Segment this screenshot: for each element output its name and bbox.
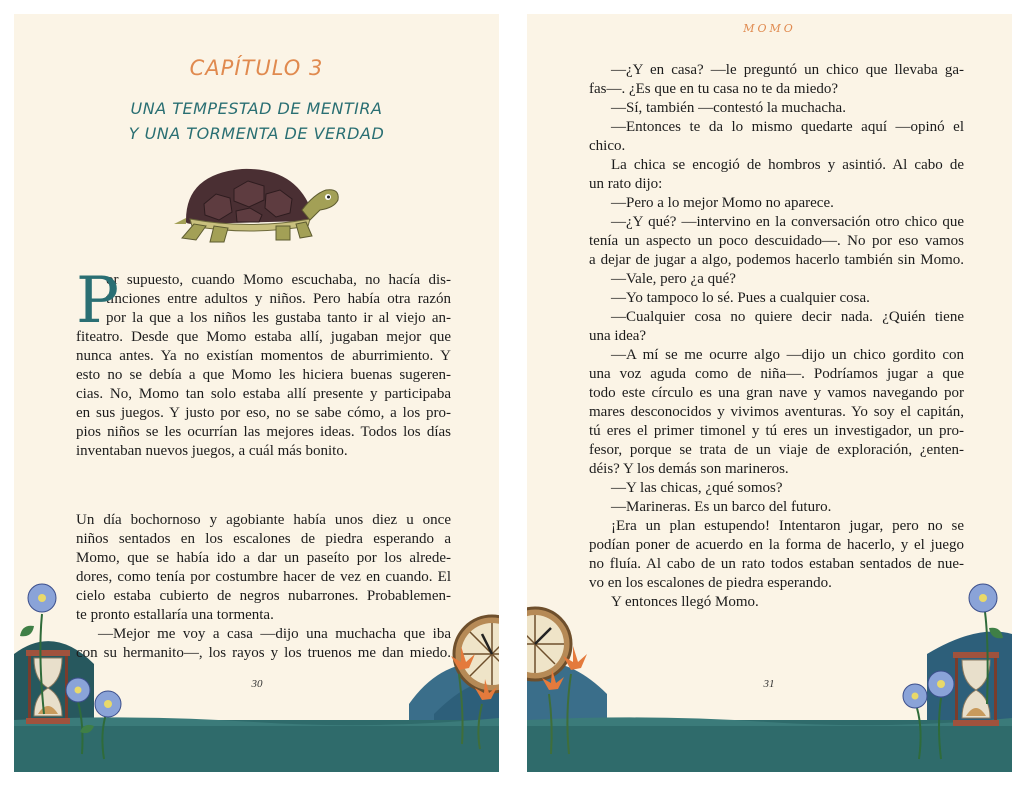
drop-cap: P — [76, 264, 120, 338]
text-line: tinciones entre adultos y niños. Pero había otra razón — [106, 291, 451, 307]
text-line: cias. No, Momo tan solo estaba allí presente y participaba — [76, 386, 451, 402]
text-line: —Yo tampoco lo sé. Pues a cualquier cosa. — [611, 290, 870, 306]
text-line: déis? Y los demás son marineros. — [589, 461, 789, 477]
text-line: fesor, porque se trata de un viaje de exploración, ¿enten- — [589, 442, 964, 458]
text-line: con su hermanito—, los rayos y los truenos me dan miedo. — [76, 645, 451, 661]
chapter-title — [14, 96, 499, 146]
second-paragraph — [76, 511, 451, 663]
text-line: inventaban nuevos juegos, a cuál más bonito. — [76, 443, 348, 459]
text-line: niños sentados en los escalones de piedra esperando a — [76, 531, 451, 547]
chapter-number: CAPÍTULO 3 — [189, 56, 324, 80]
text-line: fiteatro. Desde que Momo estaba allí, jugaban mejor que — [76, 329, 451, 345]
text-line: cielo estaba cubierto de negros nubarrones. Probablemen- — [76, 588, 451, 604]
text-line: vo en los escalones de piedra esperando. — [589, 575, 832, 591]
text-line: una idea? — [589, 328, 647, 344]
text-line: Y entonces llegó Momo. — [611, 594, 759, 610]
opening-paragraph — [76, 264, 451, 461]
text-line: or supuesto, cuando Momo escuchaba, no hacía dis- — [106, 272, 451, 288]
text-line: —Entonces te da lo mismo quedarte aquí —opinó el — [611, 119, 964, 135]
text-line: a dejar de jugar a algo, podemos hacerlo también sin Momo. — [589, 252, 964, 268]
text-line: —Cualquier cosa no quiere decir nada. ¿Quién tiene — [611, 309, 964, 325]
text-line: chico. — [589, 138, 626, 154]
text-line: tú eres el primer timonel y tú eres un investigador, un pro- — [589, 423, 964, 439]
text-line: tenía un aspecto un poco descuidado—. No por eso vamos — [589, 233, 964, 249]
text-line: un rato dijo: — [589, 176, 663, 192]
text-line: fas—. ¿Es que en tu casa no te da miedo? — [589, 81, 839, 97]
text-line: —Marineras. Es un barco del futuro. — [611, 499, 832, 515]
left-page — [14, 14, 499, 772]
page-number: 31 — [763, 678, 775, 690]
text-line: —Sí, también —contestó la muchacha. — [611, 100, 846, 116]
chapter-title-line: UNA TEMPESTAD DE MENTIRA — [130, 99, 383, 118]
text-line: La chica se encogió de hombros y asintió. Al cabo de — [611, 157, 964, 173]
text-line: una voz aguda como de niña—. Podríamos jugar a que — [589, 366, 964, 382]
text-line: todo este círculo es una gran nave y vamos navegando por — [589, 385, 964, 401]
tortoise-illustration — [174, 169, 338, 242]
text-line: en sus juegos. Y justo por eso, no se sabe cómo, a los pro- — [76, 405, 451, 421]
text-line: dores, como tenía por costumbre hacer de vez en cuando. El — [76, 569, 451, 585]
text-line: —¿Y qué? —intervino en la conversación otro chico que — [611, 214, 964, 230]
text-line: —A mí se me ocurre algo —dijo un chico gordito con — [611, 347, 964, 363]
text-line: ¡Era un plan estupendo! Intentaron jugar, pero no se — [611, 518, 964, 534]
text-line: mares desconocidos y vivimos aventuras. Yo soy el capitán, — [589, 404, 964, 420]
text-line: Momo, que se había ido a dar un paseíto por los alrede- — [76, 550, 451, 566]
chapter-title-line: Y UNA TORMENTA DE VERDAD — [128, 124, 385, 143]
page-number: 30 — [251, 678, 263, 690]
text-line: —Pero a lo mejor Momo no aparece. — [611, 195, 834, 211]
text-line: Un día bochornoso y agobiante había unos diez u once — [76, 512, 451, 528]
right-page — [527, 14, 1012, 772]
text-line: nunca antes. Ya no existían momentos de aburrimiento. Y — [76, 348, 451, 364]
text-line: —Mejor me voy a casa —dijo una muchacha que iba — [98, 626, 451, 642]
right-page-text — [589, 61, 964, 612]
text-line: esto no se debía a que Momo les hiciera buenas sugeren- — [76, 367, 451, 383]
text-line: no fluía. Al cabo de un rato todos estaban sentados de nue- — [589, 556, 964, 572]
text-line: pios niños se les ocurrían las mejores ideas. Todos los días — [76, 424, 451, 440]
text-line: —Y las chicas, ¿qué somos? — [611, 480, 783, 496]
text-line: —¿Y en casa? —le preguntó un chico que llevaba ga- — [611, 62, 964, 78]
text-line: podían poner de acuerdo en la forma de hacerlo, y el juego — [589, 537, 964, 553]
text-line: —Vale, pero ¿a qué? — [611, 271, 736, 287]
running-head: MOMO — [743, 22, 796, 35]
text-line: te pronto estallaría una tormenta. — [76, 607, 274, 623]
text-line: por la que a los niños les gustaba tanto ir al viejo an- — [106, 310, 451, 326]
